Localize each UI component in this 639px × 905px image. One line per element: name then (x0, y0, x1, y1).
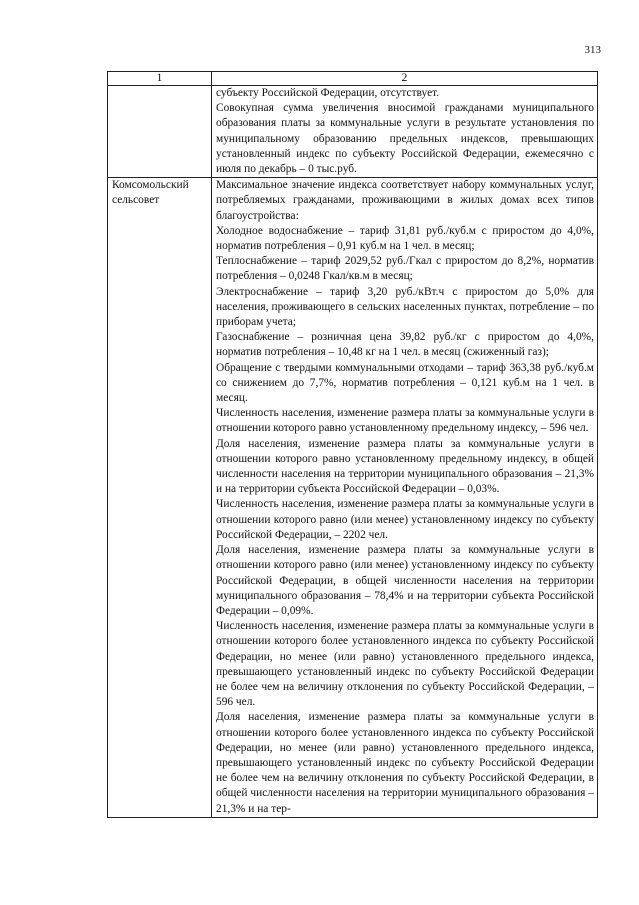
table-header-col-2: 2 (212, 72, 598, 86)
row-2-municipality: Комсомольский сельсовет (108, 178, 212, 818)
paragraph-solid-waste: Обращение с твердыми коммунальными отходами – тариф 363,38 руб./куб.м со снижением до 7,7%, норматив потребления – 0,121 куб.м на 1 чел. в месяц. (216, 361, 594, 405)
paragraph-max-index: Максимальное значение индекса соответствует набору коммунальных услуг, потребляемых гражданами, проживающими в жилых домах всех типов благоустройства: (216, 179, 594, 222)
paragraph-population-equal-limit: Численность населения, изменение размера платы за коммунальные услуги в отношении которого равно установленному предельному индексу, – 596 чел. (216, 407, 594, 435)
document-table (107, 71, 598, 818)
paragraph-population-above-index: Численность населения, изменение размера платы за коммунальные услуги в отношении которого более установленного индекса по субъекту Российской Федерации, но менее (или равно) установленного предельного индекса, превышающего установленный индекс по субъекту Российской Федерации не более чем на величину отклонения по субъекту Российской Федерации, – 596 чел. (216, 620, 594, 709)
paragraph-heating: Теплоснабжение – тариф 2029,52 руб./Гкал с приростом до 8,2%, норматив потребления – 0,0248 Гкал/кв.м в месяц; (216, 255, 594, 283)
paragraph-electricity: Электроснабжение – тариф 3,20 руб./кВт.ч с приростом до 5,0% для населения, проживающего в сельских населенных пунктах, потребление – по приборам учета; (216, 285, 594, 329)
table-header-col-1: 1 (108, 72, 212, 86)
row-1-description (212, 86, 598, 178)
table-row (108, 86, 598, 178)
row-2-description (212, 178, 598, 818)
paragraph-cold-water: Холодное водоснабжение – тариф 31,81 руб./куб.м с приростом до 4,0%, норматив потребления – 0,91 куб.м на 1 чел. в месяц; (216, 224, 594, 253)
row-1-municipality (108, 86, 212, 178)
total-increase-paragraph: Совокупная сумма увеличения вносимой гражданами муниципального образования платы за коммунальные услуги в результате установления по муниципальному образованию предельных индексов, превышающих установленный индекс по субъекту Российской Федерации, ежемесячно с июля по декабрь – 0 тыс.руб. (216, 102, 594, 176)
paragraph-share-below-index: Доля населения, изменение размера платы за коммунальные услуги в отношении которого равно (или менее) установленному индексу по субъекту Российской Федерации, в общей численности населения на территории муниципального образования – 78,4% и на территории субъекта Российской Федерации – 0,09%. (216, 544, 594, 617)
page-number: 313 (584, 44, 601, 56)
paragraph-population-below-index: Численность населения, изменение размера платы за коммунальные услуги в отношении которого равно (или менее) установленному индексу по субъекту Российской Федерации, – 2202 чел. (216, 498, 594, 541)
paragraph-share-above-index: Доля населения, изменение размера платы за коммунальные услуги в отношении которого более установленного индекса по субъекту Российской Федерации, но менее (или равно) установленного предельного индекса, превышающего установленный индекс по субъекту Российской Федерации не более чем на величину отклонения по субъекту Российской Федерации, в общей численности населения на территории муниципального образования – 21,3% и на тер- (216, 711, 594, 815)
paragraph-gas: Газоснабжение – розничная цена 39,82 руб./кг с приростом до 4,0%, норматив потребления – 10,48 кг на 1 чел. в месяц (сжиженный газ); (216, 331, 594, 359)
table-header-row (108, 72, 598, 86)
table-row (108, 178, 598, 818)
paragraph-share-equal-limit: Доля населения, изменение размера платы за коммунальные услуги в отношении которого равно установленному предельному индексу, в общей численности населения на территории муниципального образования – 21,3% и на территории субъекта Российской Федерации – 0,03%. (216, 437, 594, 496)
continued-text: субъекту Российской Федерации, отсутствует. (216, 87, 440, 99)
